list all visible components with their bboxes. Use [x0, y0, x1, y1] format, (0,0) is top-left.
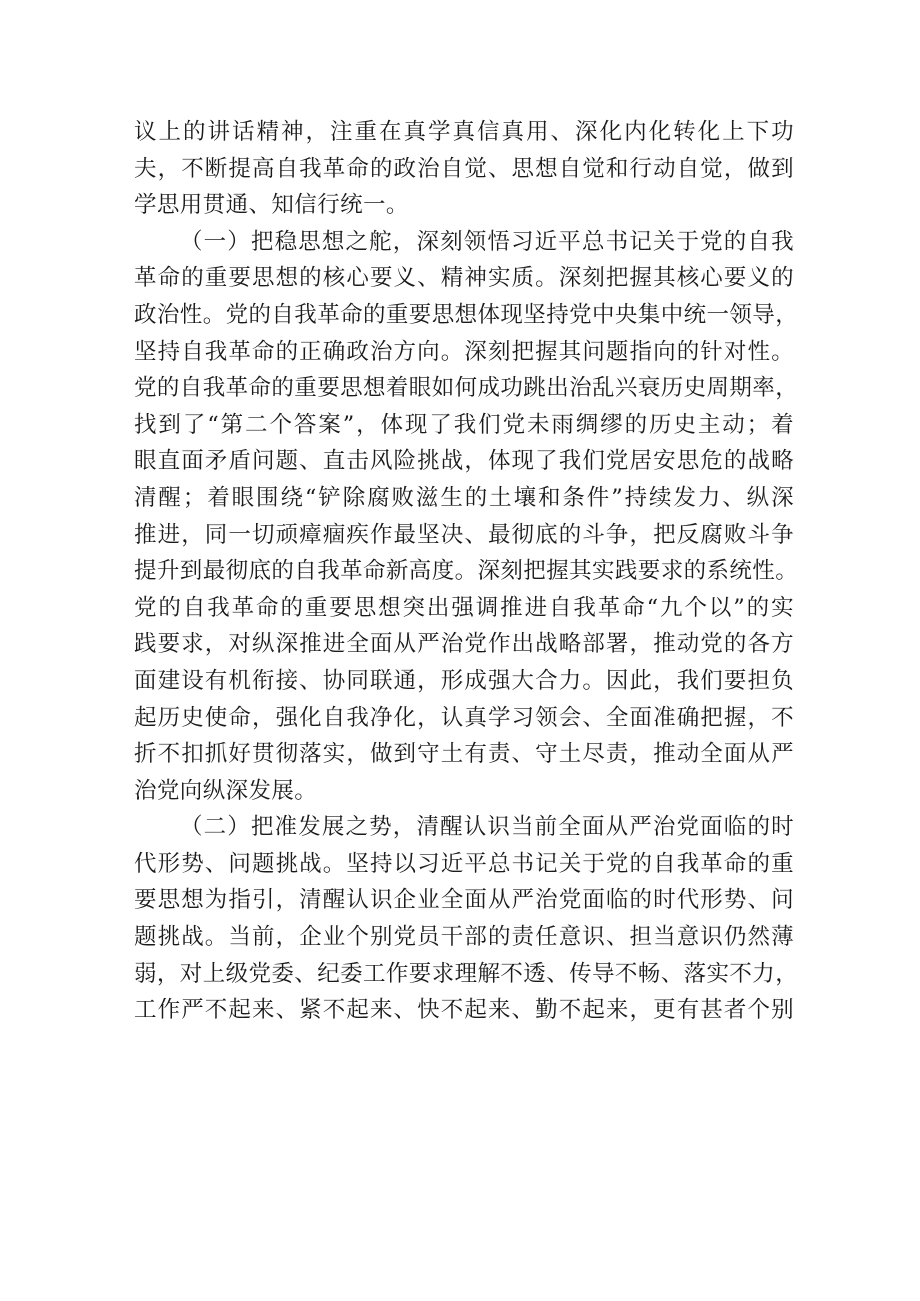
- body-line: 起历史使命，强化自我净化，认真学习领会、全面准确把握，不: [134, 704, 794, 731]
- body-line: 提升到最彻底的自我革命新高度。深刻把握其实践要求的系统性。: [134, 558, 799, 585]
- body-line: 革命的重要思想的核心要义、精神实质。深刻把握其核心要义的: [134, 265, 794, 292]
- body-line: 题挑战。当前，企业个别党员干部的责任意识、担当意识仍然薄: [134, 924, 794, 951]
- body-line: 推进，同一切顽瘴痼疾作最坚决、最彻底的斗争，把反腐败斗争: [134, 521, 794, 548]
- section-heading-line: （二）把准发展之势，清醒认识当前全面从严治党面临的时: [180, 814, 794, 841]
- body-line: 折不扣抓好贯彻落实，做到守土有责、守土尽责，推动全面从严: [134, 741, 794, 768]
- body-line: 代形势、问题挑战。坚持以习近平总书记关于党的自我革命的重: [134, 850, 794, 877]
- body-line: 党的自我革命的重要思想突出强调推进自我革命“九个以”的实: [134, 594, 794, 621]
- body-line: 清醒；着眼围绕“铲除腐败滋生的土壤和条件”持续发力、纵深: [134, 484, 794, 511]
- body-line: 治党向纵深发展。: [134, 777, 318, 804]
- body-line: 政治性。党的自我革命的重要思想体现坚持党中央集中统一领导，: [134, 301, 799, 328]
- body-line: 践要求，对纵深推进全面从严治党作出战略部署，推动党的各方: [134, 631, 794, 658]
- body-line: 坚持自我革命的正确政治方向。深刻把握其问题指向的针对性。: [134, 338, 794, 365]
- body-line: 面建设有机衔接、协同联通，形成强大合力。因此，我们要担负: [134, 667, 794, 694]
- body-line: 要思想为指引，清醒认识企业全面从严治党面临的时代形势、问: [134, 887, 794, 914]
- section-heading-line: （一）把稳思想之舵，深刻领悟习近平总书记关于党的自我: [180, 228, 794, 255]
- body-line: 夫，不断提高自我革命的政治自觉、思想自觉和行动自觉，做到: [134, 155, 794, 182]
- body-line: 弱，对上级党委、纪委工作要求理解不透、传导不畅、落实不力，: [134, 960, 799, 987]
- body-line: 工作严不起来、紧不起来、快不起来、勤不起来，更有甚者个别: [134, 997, 794, 1024]
- body-line: 党的自我革命的重要思想着眼如何成功跳出治乱兴衰历史周期率，: [134, 375, 799, 402]
- body-line: 学思用贯通、知信行统一。: [134, 192, 409, 219]
- body-line: 找到了“第二个答案”，体现了我们党未雨绸缪的历史主动；着: [134, 411, 794, 438]
- body-line: 眼直面矛盾问题、直击风险挑战，体现了我们党居安思危的战略: [134, 448, 794, 475]
- document-body: [134, 114, 799, 1029]
- body-line: 议上的讲话精神，注重在真学真信真用、深化内化转化上下功: [134, 119, 794, 145]
